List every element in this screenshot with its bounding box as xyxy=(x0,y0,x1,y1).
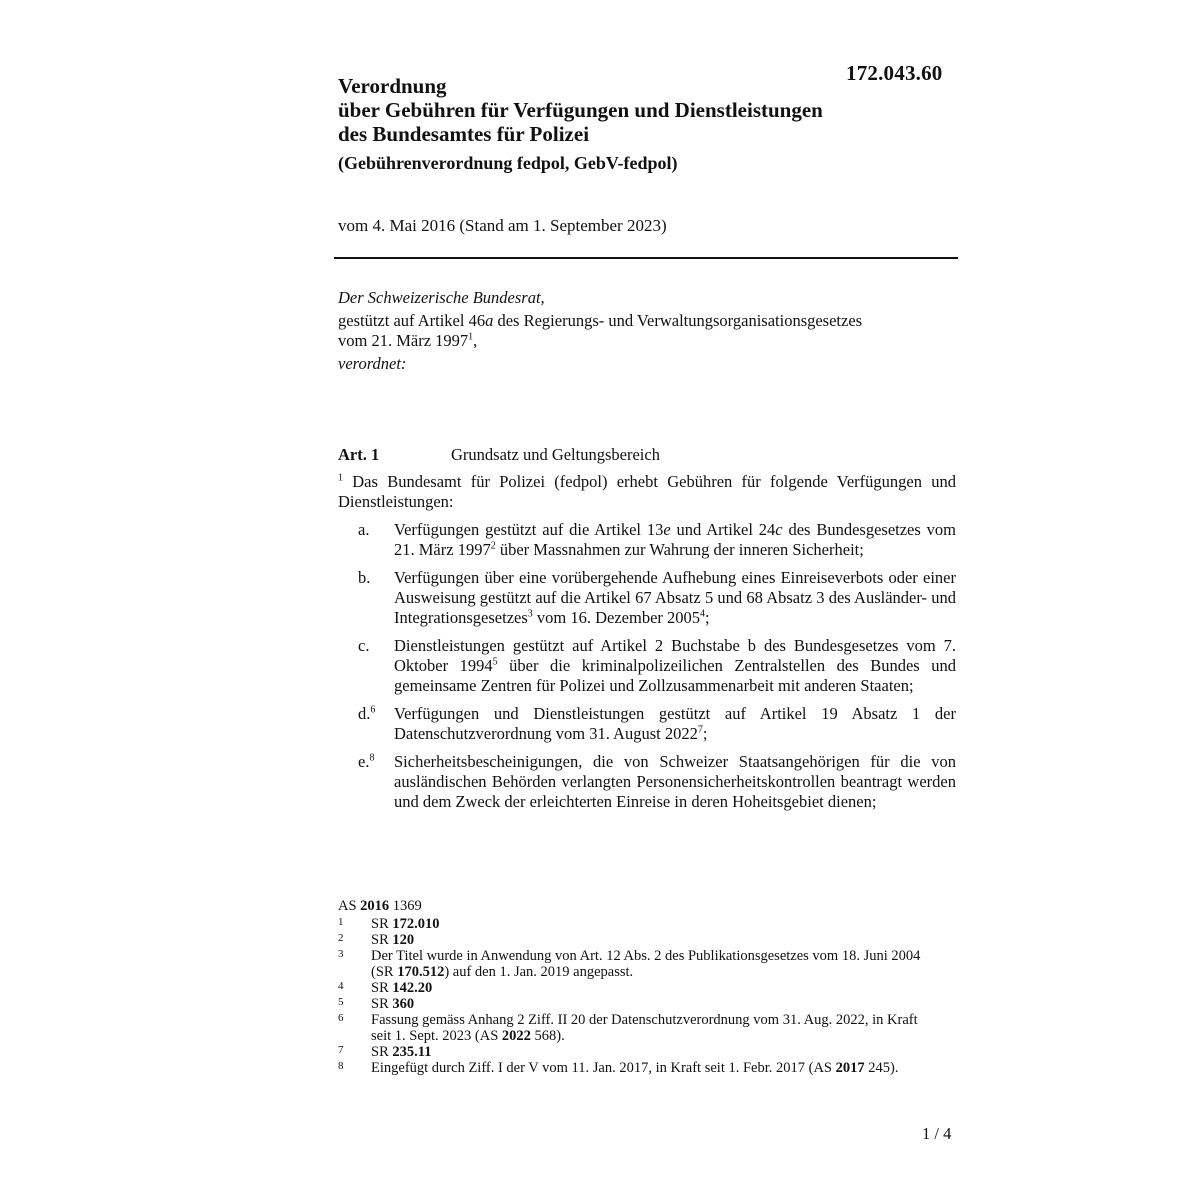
footnote-ref[interactable]: 2 xyxy=(490,540,496,552)
item-letter: a. xyxy=(358,520,370,539)
official-compilation-ref: AS 2016 1369 xyxy=(338,898,422,914)
footnote-text: SR 235.11 xyxy=(371,1044,432,1060)
list-item xyxy=(338,636,956,696)
footnote-number: 8 xyxy=(338,1060,344,1072)
footnote-text: Eingefügt durch Ziff. I der V vom 11. Jan. 2017, in Kraft seit 1. Febr. 2017 (AS 2017 245). xyxy=(371,1060,899,1076)
footnote-number: 2 xyxy=(338,932,344,944)
footnote xyxy=(338,1012,958,1044)
footnote-text: SR 120 xyxy=(371,932,415,948)
item-letter: c. xyxy=(358,636,370,655)
item-text: Dienstleistungen gestützt auf Artikel 2 Buchstabe b des Bundesgesetzes vom 7. Oktober 1994$^5$ über die kriminalpolizeilichen Zentralstellen des Bundes und gemeinsame Zentren für Polizei und Zollzusammenarbeit mit anderen Staaten; xyxy=(394,636,956,695)
article-number: Art. 1 xyxy=(338,445,380,464)
title-line-3: des Bundesamtes für Polizei xyxy=(338,122,590,146)
footnote-ref[interactable]: 3 xyxy=(527,608,533,620)
footnote-text: SR 172.010 xyxy=(371,916,440,932)
footnotes xyxy=(338,898,958,1076)
list-item xyxy=(338,568,956,628)
footnote-ref[interactable]: 6 xyxy=(370,704,376,716)
footnote xyxy=(338,1060,958,1076)
list-item xyxy=(338,752,956,812)
title-line-2: über Gebühren für Verfügungen und Dienstleistungen xyxy=(338,98,823,122)
paragraph-number: 1 xyxy=(338,472,343,484)
footnote-ref[interactable]: 7 xyxy=(697,724,703,736)
article-paragraph: $^1$ Das Bundesamt für Polizei (fedpol) erhebt Gebühren für folgende Verfügungen und Dienstleistungen: xyxy=(338,472,956,511)
footnote-text: SR 142.20 xyxy=(371,980,433,996)
footnote-ref[interactable]: 1 xyxy=(468,331,474,343)
article-title: Grundsatz und Geltungsbereich xyxy=(451,445,660,464)
ordinance-short-title: (Gebührenverordnung fedpol, GebV-fedpol) xyxy=(338,153,678,173)
footnote-text: SR 360 xyxy=(371,996,415,1012)
footnote-number: 3 xyxy=(338,948,344,960)
footnote-number: 7 xyxy=(338,1044,344,1056)
footnote-number: 5 xyxy=(338,996,344,1008)
preamble xyxy=(338,288,958,377)
list-item xyxy=(338,520,956,560)
preamble-decrees: verordnet: xyxy=(338,354,407,373)
list-item xyxy=(338,704,956,744)
footnote xyxy=(338,996,958,1012)
preamble-authority: Der Schweizerische Bundesrat, xyxy=(338,288,545,307)
article-item-list xyxy=(338,520,956,820)
footnote-text: Der Titel wurde in Anwendung von Art. 12 Abs. 2 des Publikationsgesetzes vom 18. Juni 2004 (SR 170.512) auf den 1. Jan. 2019 angepasst. xyxy=(371,948,921,980)
footnote xyxy=(338,1044,958,1060)
preamble-legal-basis: gestützt auf Artikel 46a des Regierungs- und Verwaltungsorganisationsgesetzes vom 21. März 1997$^1$, xyxy=(338,311,863,350)
footnote xyxy=(338,932,958,948)
item-letter: e.$^8$ xyxy=(358,752,375,771)
page-number: 1 / 4 xyxy=(922,1124,952,1143)
footnote-text: Fassung gemäss Anhang 2 Ziff. II 20 der Datenschutzverordnung vom 31. Aug. 2022, in Kraft seit 1. Sept. 2023 (AS 2022 568). xyxy=(371,1012,918,1044)
footnote xyxy=(338,948,958,980)
footnote-ref[interactable]: 8 xyxy=(369,752,375,764)
item-text: Verfügungen gestützt auf die Artikel 13e und Artikel 24c des Bundesgesetzes vom 21. März 1997$^2$ über Massnahmen zur Wahrung der inneren Sicherheit; xyxy=(394,520,956,559)
footnote-number: 1 xyxy=(338,916,344,928)
item-letter: b. xyxy=(358,568,371,587)
date-status-line: vom 4. Mai 2016 (Stand am 1. September 2023) xyxy=(338,216,667,235)
article-heading xyxy=(338,445,958,465)
item-text: Verfügungen über eine vorübergehende Aufhebung eines Einreiseverbots oder einer Ausweisung gestützt auf die Artikel 67 Absatz 5 und 68 Absatz 3 des Ausländer- und Integrationsgesetzes$^3$ vom 16. Dezember 2005$^4$; xyxy=(394,568,956,627)
footnote-number: 4 xyxy=(338,980,344,992)
footnote xyxy=(338,916,958,932)
footnote-number: 6 xyxy=(338,1012,344,1024)
footnote-ref[interactable]: 5 xyxy=(492,656,498,668)
ordinance-title xyxy=(338,74,958,146)
item-text: Verfügungen und Dienstleistungen gestützt auf Artikel 19 Absatz 1 der Datenschutzverordnung vom 31. August 2022$^7$; xyxy=(394,704,956,743)
horizontal-rule xyxy=(334,257,958,259)
footnote xyxy=(338,980,958,996)
title-line-1: Verordnung xyxy=(338,74,447,98)
item-text: Sicherheitsbescheinigungen, die von Schweizer Staatsangehörigen für die von ausländischen Behörden verlangten Personensicherheitskontrollen beantragt werden und dem Zweck der erleichterten Einreise in deren Hoheitsgebiet dienen; xyxy=(394,752,956,811)
item-letter: d.$^6$ xyxy=(358,704,376,723)
footnote-ref[interactable]: 4 xyxy=(700,608,706,620)
sr-number: 172.043.60 xyxy=(846,61,943,85)
